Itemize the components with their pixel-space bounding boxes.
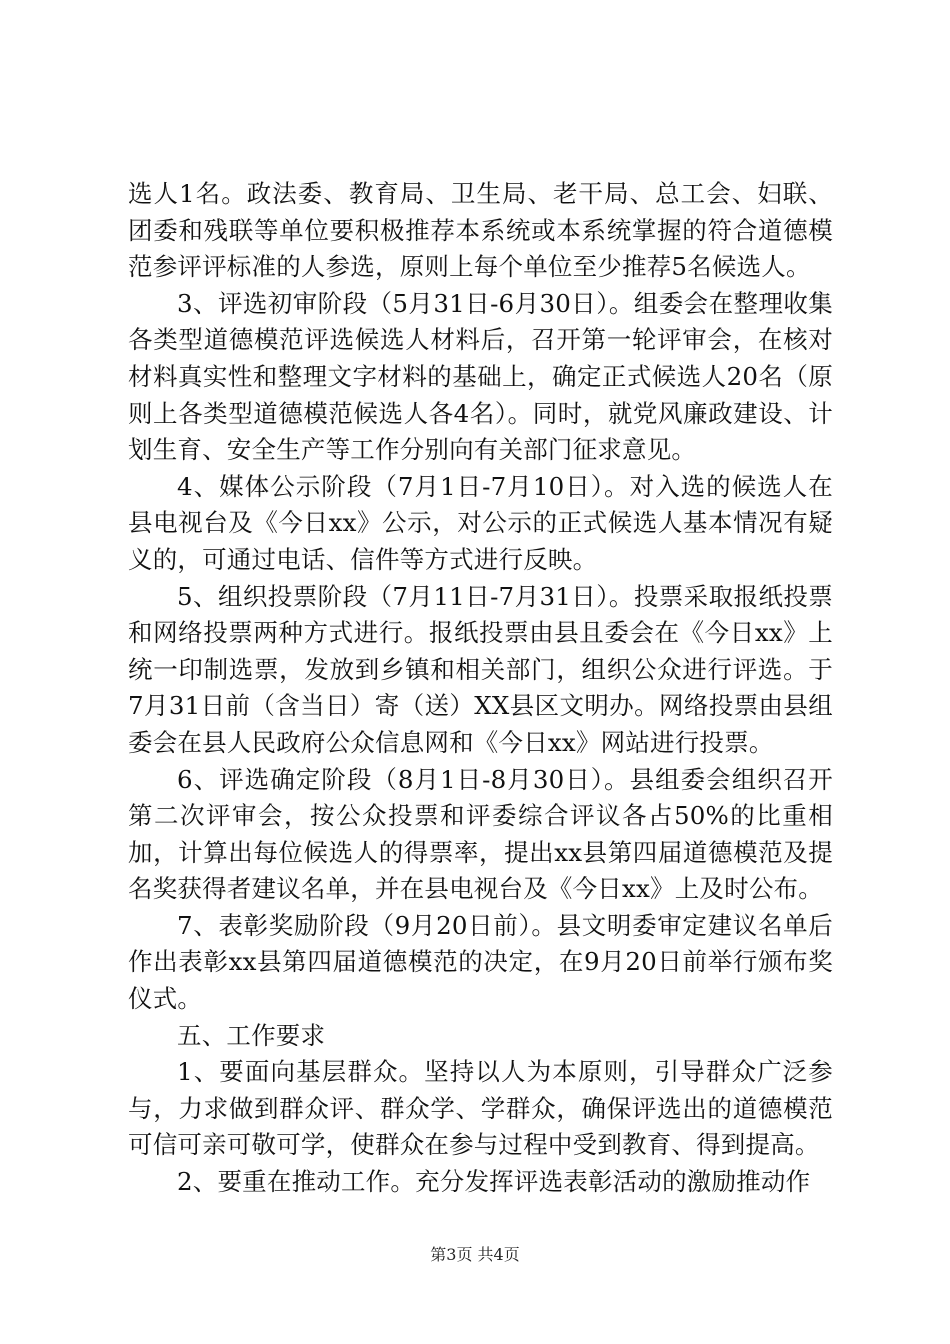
- paragraph-step-4: 4、媒体公示阶段（7月1日-7月10日）。对入选的候选人在县电视台及《今日xx》公示，对公示的正式候选人基本情况有疑义的，可通过电话、信件等方式进行反映。: [128, 471, 833, 574]
- page-number-label: 第3页 共4页: [430, 1245, 520, 1264]
- paragraph-requirement-1: 1、要面向基层群众。坚持以人为本原则，引导群众广泛参与，力求做到群众评、群众学、学群众，确保评选出的道德模范可信可亲可敬可学，使群众在参与过程中受到教育、得到提高。: [128, 1057, 833, 1160]
- paragraph-step-5: 5、组织投票阶段（7月11日-7月31日）。投票采取报纸投票和网络投票两种方式进行。报纸投票由县且委会在《今日xx》上统一印制选票，发放到乡镇和相关部门，组织公众进行评选。于7月31日前（含当日）寄（送）XX县区文明办。网络投票由县组委会在县人民政府公众信息网和《今日xx》网站进行投票。: [128, 581, 833, 757]
- paragraph-step-3: 3、评选初审阶段（5月31日-6月30日）。组委会在整理收集各类型道德模范评选候选人材料后，召开第一轮评审会，在核对材料真实性和整理文字材料的基础上，确定正式候选人20名（原则上各类型道德模范候选人各4名）。同时，就党风廉政建设、计划生育、安全生产等工作分别向有关部门征求意见。: [128, 288, 833, 465]
- paragraph-continuation: 选人1名。政法委、教育局、卫生局、老干局、总工会、妇联、团委和残联等单位要积极推荐本系统或本系统掌握的符合道德模范参评评标准的人参选，原则上每个单位至少推荐5名候选人。: [128, 179, 833, 282]
- paragraph-requirement-2: 2、要重在推动工作。充分发挥评选表彰活动的激励推动作: [177, 1167, 811, 1197]
- document-body: [128, 176, 833, 1201]
- paragraph-step-6: 6、评选确定阶段（8月1日-8月30日）。县组委会组织召开第二次评审会，按公众投票和评委综合评议各占50%的比重相加，计算出每位候选人的得票率，提出xx县第四届道德模范及提名奖获得者建议名单，并在县电视台及《今日xx》上及时公布。: [128, 764, 833, 904]
- paragraph-step-7: 7、表彰奖励阶段（9月20日前）。县文明委审定建议名单后作出表彰xx县第四届道德模范的决定，在9月20日前举行颁布奖仪式。: [128, 910, 833, 1014]
- section-heading-work-requirements: 五、工作要求: [177, 1020, 326, 1050]
- page-footer: [0, 1245, 950, 1265]
